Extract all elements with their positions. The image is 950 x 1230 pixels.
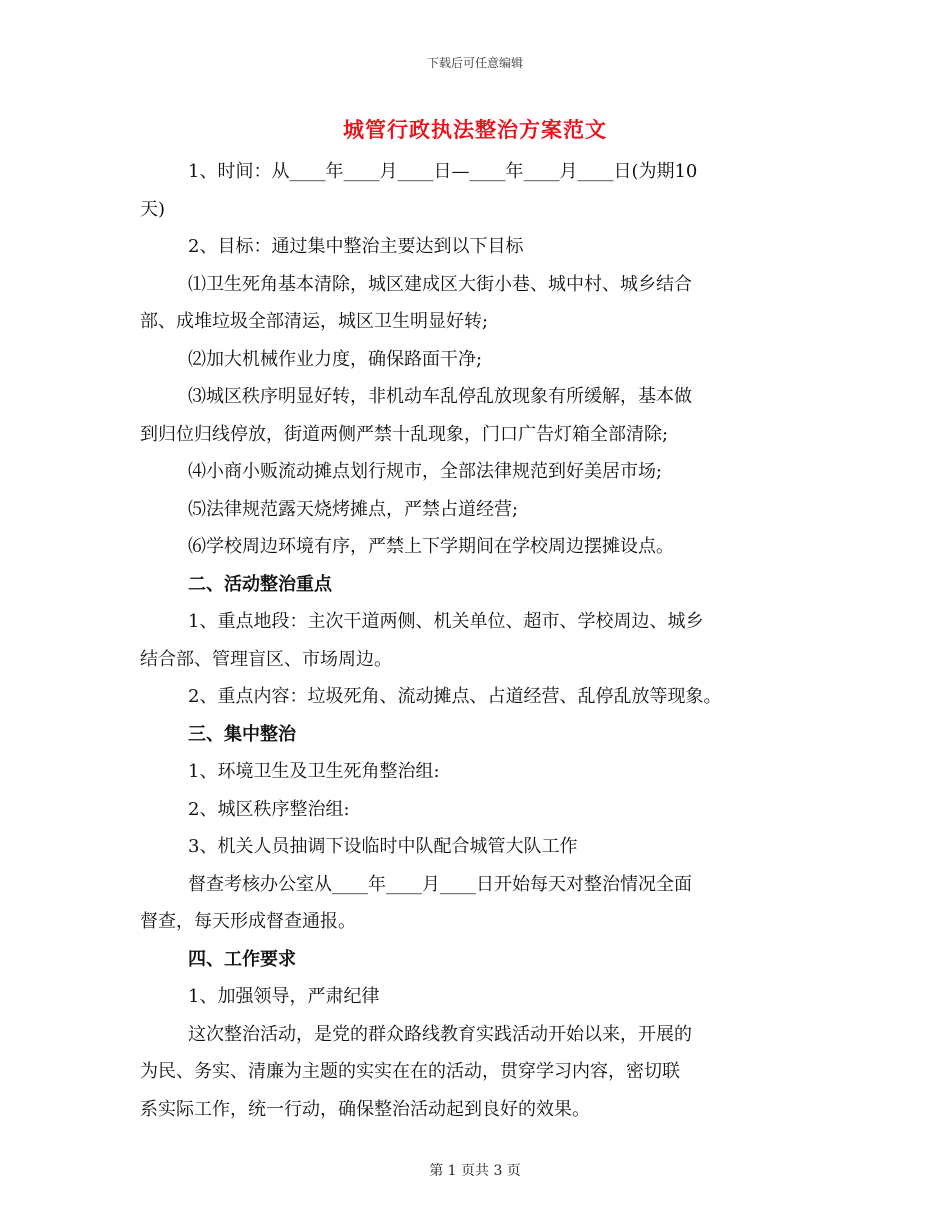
section-heading: 二、活动整治重点 [188, 573, 332, 595]
paragraph-line: 为民、务实、清廉为主题的实实在在的活动，贯穿学习内容，密切联 [140, 1061, 680, 1082]
paragraph-line: 到归位归线停放，街道两侧严禁十乱现象，门口广告灯箱全部清除; [140, 423, 669, 445]
paragraph-line: ⑵加大机械作业力度，确保路面干净; [188, 348, 483, 370]
paragraph-line: 1、重点地段：主次干道两侧、机关单位、超市、学校周边、城乡 [188, 611, 704, 632]
section-heading: 四、工作要求 [188, 948, 296, 970]
paragraph-line: 2、城区秩序整治组: [188, 798, 350, 820]
paragraph-line: ⑷小商小贩流动摊点划行规市，全部法律规范到好美居市场; [188, 461, 663, 482]
paragraph-line: 1、加强领导，严肃纪律 [188, 986, 380, 1007]
paragraph-line: 系实际工作，统一行动，确保整治活动起到良好的效果。 [140, 1098, 590, 1120]
paragraph-line: 3、机关人员抽调下设临时中队配合城管大队工作 [188, 836, 578, 857]
paragraph-line: 2、重点内容：垃圾死角、流动摊点、占道经营、乱停乱放等现象。 [188, 686, 722, 707]
paragraph-line: 2、目标：通过集中整治主要达到以下目标 [188, 236, 524, 257]
paragraph-line: 部、成堆垃圾全部清运，城区卫生明显好转; [140, 311, 489, 332]
paragraph-line: 督查，每天形成督查通报。 [140, 911, 356, 932]
paragraph-line: ⑴卫生死角基本清除，城区建成区大街小巷、城中村、城乡结合 [188, 273, 692, 295]
paragraph-line: 天) [140, 198, 166, 220]
paragraph-line: 1、环境卫生及卫生死角整治组: [188, 761, 440, 782]
document-body [140, 153, 830, 1128]
document-title: 城管行政执法整治方案范文 [343, 117, 607, 142]
paragraph-line: 督查考核办公室从____年____月____日开始每天对整治情况全面 [188, 873, 692, 895]
paragraph-line: 结合部、管理盲区、市场周边。 [140, 648, 392, 670]
paragraph-line: ⑶城区秩序明显好转，非机动车乱停乱放现象有所缓解，基本做 [188, 386, 692, 407]
paragraph-line: 1、时间：从____年____月____日—____年____月____日(为期10 [188, 161, 698, 182]
paragraph-line: 这次整治活动，是党的群众路线教育实践活动开始以来，开展的 [188, 1023, 692, 1045]
paragraph-line: ⑸法律规范露天烧烤摊点，严禁占道经营; [188, 498, 519, 520]
paragraph-line: ⑹学校周边环境有序，严禁上下学期间在学校周边摆摊设点。 [188, 536, 674, 557]
section-heading: 三、集中整治 [188, 723, 296, 745]
page-header: 下载后可任意编辑 [426, 56, 523, 70]
page-footer: 第 1 页共 3 页 [429, 1163, 521, 1179]
